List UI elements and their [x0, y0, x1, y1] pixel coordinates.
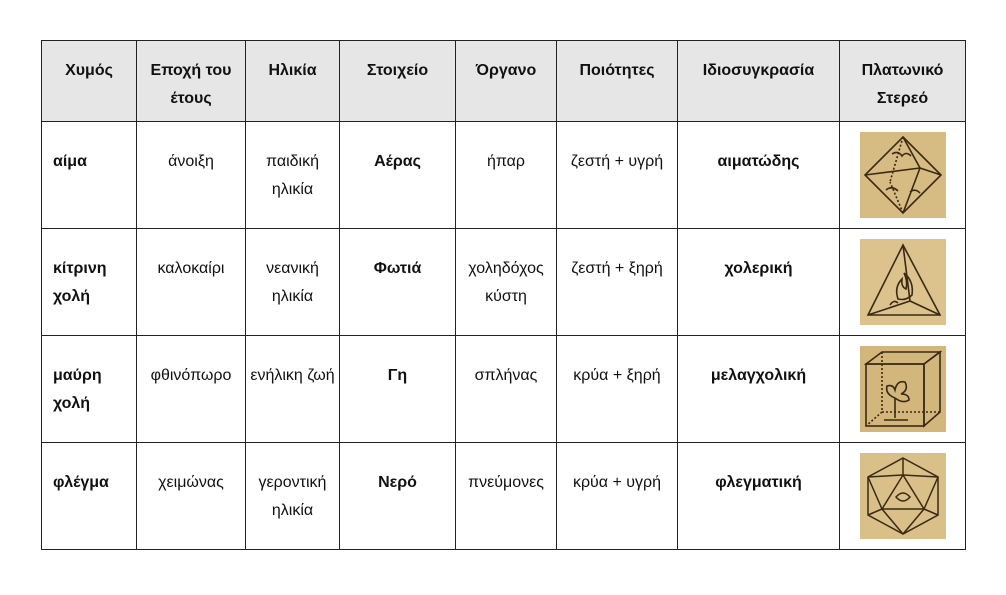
qualities-cell: ζεστή + υγρή — [557, 122, 678, 229]
humors-table — [41, 40, 966, 550]
table-row — [42, 336, 966, 443]
solid-cell — [840, 336, 966, 443]
temperament-cell: χολερική — [678, 229, 840, 336]
season-cell: φθινόπωρο — [137, 336, 246, 443]
solid-cell — [840, 443, 966, 550]
table-row — [42, 122, 966, 229]
temperament-cell: φλεγματική — [678, 443, 840, 550]
solid-cell — [840, 122, 966, 229]
season-cell: άνοιξη — [137, 122, 246, 229]
icosahedron-water-woodcut-icon — [860, 453, 946, 539]
element-cell: Αέρας — [340, 122, 456, 229]
season-cell: χειμώνας — [137, 443, 246, 550]
octahedron-air-woodcut-icon — [860, 132, 946, 218]
humor-cell: μαύρη χολή — [42, 336, 137, 443]
element-cell: Νερό — [340, 443, 456, 550]
organ-cell: πνεύμονες — [456, 443, 557, 550]
organ-cell: ήπαρ — [456, 122, 557, 229]
humor-cell: αίμα — [42, 122, 137, 229]
table-row — [42, 443, 966, 550]
qualities-cell: κρύα + υγρή — [557, 443, 678, 550]
age-cell: νεανική ηλικία — [246, 229, 340, 336]
header-temperament: Ιδιοσυγκρασία — [678, 41, 840, 122]
header-element: Στοιχείο — [340, 41, 456, 122]
age-cell: ενήλικη ζωή — [246, 336, 340, 443]
table-row — [42, 229, 966, 336]
element-cell: Γη — [340, 336, 456, 443]
header-row — [42, 41, 966, 122]
humor-cell: κίτρινη χολή — [42, 229, 137, 336]
organ-cell: σπλήνας — [456, 336, 557, 443]
header-age: Ηλικία — [246, 41, 340, 122]
header-qualities: Ποιότητες — [557, 41, 678, 122]
age-cell: γεροντική ηλικία — [246, 443, 340, 550]
tetrahedron-fire-woodcut-icon — [860, 239, 946, 325]
header-organ: Όργανο — [456, 41, 557, 122]
element-cell: Φωτιά — [340, 229, 456, 336]
header-platonic-solid: Πλατωνικό Στερεό — [840, 41, 966, 122]
humor-cell: φλέγμα — [42, 443, 137, 550]
header-humor: Χυμός — [42, 41, 137, 122]
age-cell: παιδική ηλικία — [246, 122, 340, 229]
qualities-cell: κρύα + ξηρή — [557, 336, 678, 443]
temperament-cell: μελαγχολική — [678, 336, 840, 443]
season-cell: καλοκαίρι — [137, 229, 246, 336]
header-season: Εποχή του έτους — [137, 41, 246, 122]
organ-cell: χοληδόχος κύστη — [456, 229, 557, 336]
cube-earth-woodcut-icon — [860, 346, 946, 432]
qualities-cell: ζεστή + ξηρή — [557, 229, 678, 336]
temperament-cell: αιματώδης — [678, 122, 840, 229]
solid-cell — [840, 229, 966, 336]
